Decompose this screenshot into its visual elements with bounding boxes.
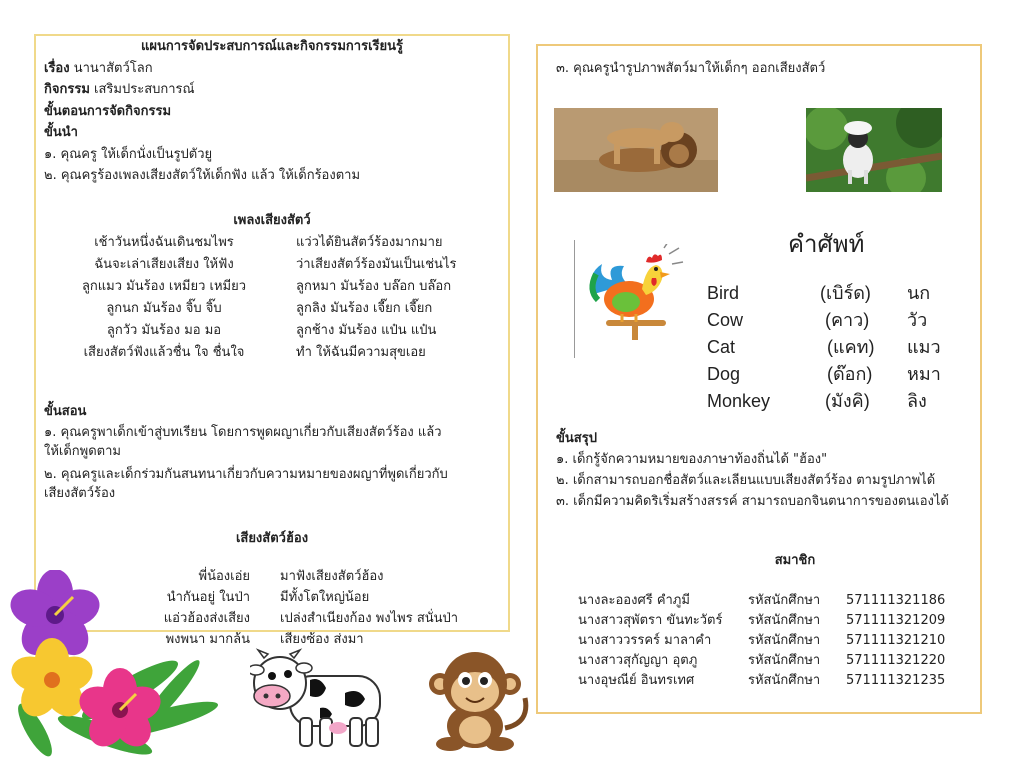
member-id: 571111321220 (846, 653, 946, 668)
member-id: 571111321209 (846, 613, 946, 628)
vocab-th: หมา (907, 364, 941, 384)
song2-line: นำกันอยู่ ในป่า (166, 590, 250, 605)
song1-line: เช้าวันหนึ่งฉันเดินชมไพร (94, 235, 234, 250)
member-id: 571111321210 (846, 633, 946, 648)
member-id-label: รหัสนักศึกษา (748, 633, 821, 648)
teach-item: ๒. คุณครูและเด็กร่วมกันสนทนาเกี่ยวกับความหมายของผญาที่พูดเกี่ยวกับ (44, 467, 448, 482)
song2-line: เปล่งสำเนียงก้อง พงไพร สนั่นป่า (280, 611, 459, 626)
song1-line: แว่วได้ยินสัตว์ร้องมากมาย (296, 235, 443, 250)
song1-right-column (296, 232, 516, 364)
summary-item: ๑. เด็กรู้จักความหมายของภาษาท้องถิ่นได้ "ฮ้อง" (556, 452, 828, 467)
vocab-th: แมว (907, 337, 941, 357)
vocab-en: Bird (707, 283, 740, 303)
vocab-pron: (มังคิ) (825, 391, 870, 411)
summary-item: ๓. เด็กมีความคิดริเริ่มสร้างสรรค์ สามารถบอกจินตนาการของตนเองได้ (556, 494, 949, 509)
teach-heading: ขั้นสอน (44, 404, 87, 419)
song1-line: ลูกแมว มันร้อง เหมียว เหมียว (81, 279, 247, 294)
summary-heading: ขั้นสรุป (556, 431, 597, 446)
song1-title: เพลงเสียงสัตว์ (233, 213, 311, 228)
member-id: 571111321186 (846, 593, 946, 608)
vocab-pron: (ด๊อก) (827, 364, 873, 384)
member-id-label: รหัสนักศึกษา (748, 613, 821, 628)
vocab-en: Cat (707, 337, 736, 357)
step3-text: ๓. คุณครูนำรูปภาพสัตว์มาให้เด็กๆ ออกเสียงสัตว์ (556, 61, 826, 76)
hibiscus-flowers-illustration (10, 570, 225, 760)
member-name: นางสาวสุกัญญา อุตภู (578, 653, 698, 668)
summary-item: ๒. เด็กสามารถบอกชื่อสัตว์และเลียนแบบเสียงสัตว์ร้อง ตามรูปภาพได้ (556, 473, 936, 488)
vocab-en: Cow (707, 310, 744, 330)
member-id-label: รหัสนักศึกษา (748, 653, 821, 668)
activity-label: กิจกรรม (44, 82, 90, 97)
subject-value: นานาสัตว์โลก (73, 61, 153, 76)
activity-value: เสริมประสบการณ์ (94, 82, 195, 97)
lesson-plan-title: แผนการจัดประสบการณ์และกิจกรรมการเรียนรู้ (141, 39, 403, 54)
song1-line: ฉันจะเล่าเสียงเสียง ให้ฟัง (94, 257, 234, 272)
member-id-label: รหัสนักศึกษา (748, 593, 821, 608)
lions-photo (554, 108, 718, 192)
activity-line (44, 81, 195, 99)
intro-item: ๒. คุณครูร้องเพลงเสียงสัตว์ให้เด็กฟัง แล้ว ให้เด็กร้องตาม (44, 168, 361, 183)
tamarin-photo (806, 108, 942, 192)
song2-line: แอ่วฮ้องส่งเสียง (163, 611, 250, 626)
members-heading: สมาชิก (774, 553, 816, 568)
divider (574, 240, 575, 358)
member-id: 571111321235 (846, 673, 946, 688)
song1-left-column (44, 232, 284, 364)
song2-line: มาฟังเสียงสัตว์ฮ้อง (280, 569, 384, 584)
song1-line: ว่าเสียงสัตว์ร้องมันเป็นเช่นไร (296, 257, 457, 272)
song2-line: มีทั้งโตใหญ่น้อย (280, 590, 370, 605)
member-name: นางละอองศรี คำภูมี (578, 593, 690, 608)
intro-item: ๑. คุณครู ให้เด็กนั่งเป็นรูปตัวยู (44, 147, 213, 162)
member-name: นางสาววรรคร์ มาลาคำ (578, 633, 712, 648)
vocab-th: นก (907, 283, 931, 303)
member-id-label: รหัสนักศึกษา (748, 673, 821, 688)
vocab-th: วัว (907, 310, 928, 330)
song1-line: ลูกลิง มันร้อง เจี๊ยก เจี๊ยก (296, 301, 433, 316)
monkey-illustration (420, 648, 530, 753)
vocab-en: Dog (707, 364, 741, 384)
member-name: นางอุษณีย์ อินทรเทศ (578, 673, 695, 688)
rooster-illustration (584, 244, 684, 344)
song1-line: ลูกหมา มันร้อง บล๊อก บล๊อก (296, 279, 452, 294)
song1-line: ลูกวัว มันร้อง มอ มอ (106, 323, 222, 338)
cow-illustration (250, 648, 390, 753)
song2-title: เสียงสัตว์ฮ้อง (235, 531, 309, 546)
vocab-pron: (คาว) (825, 310, 870, 330)
song2-line: พงพนา มากล้น (165, 632, 250, 647)
song1-line: ลูกช้าง มันร้อง แป๋น แป๋น (296, 323, 437, 338)
song1-line: เสียงสัตว์ฟังแล้วชื่น ใจ ชื่นใจ (83, 345, 245, 360)
teach-item: เสียงสัตว์ร้อง (44, 486, 116, 501)
teach-item: ๑. คุณครูพาเด็กเข้าสู่บทเรียน โดยการพูดผญาเกี่ยวกับเสียงสัตว์ร้อง แล้ว (44, 425, 442, 440)
song1-line: ทำ ให้ฉันมีความสุขเอย (296, 345, 426, 360)
subject-label: เรื่อง (44, 61, 70, 76)
song2-line: พี่น้องเอ่ย (198, 569, 250, 584)
vocab-en: Monkey (707, 391, 771, 411)
teach-item: ให้เด็กพูดตาม (44, 444, 121, 459)
intro-heading: ขั้นนำ (44, 125, 78, 140)
vocab-pron: (แคท) (827, 337, 875, 357)
steps-heading: ขั้นตอนการจัดกิจกรรม (44, 104, 172, 119)
member-name: นางสาวสุพัตรา ขันทะวัตร์ (578, 613, 723, 628)
subject-line (44, 60, 153, 78)
vocab-th: ลิง (907, 391, 927, 411)
vocab-title: คำศัพท์ (788, 230, 865, 258)
song1-line: ลูกนก มันร้อง จิ๊บ จิ๊บ (106, 301, 222, 316)
vocab-pron: (เบิร์ด) (820, 283, 871, 303)
song2-line: เสียงซ้อง ส่งมา (280, 632, 364, 647)
song2-right-column (280, 566, 510, 650)
